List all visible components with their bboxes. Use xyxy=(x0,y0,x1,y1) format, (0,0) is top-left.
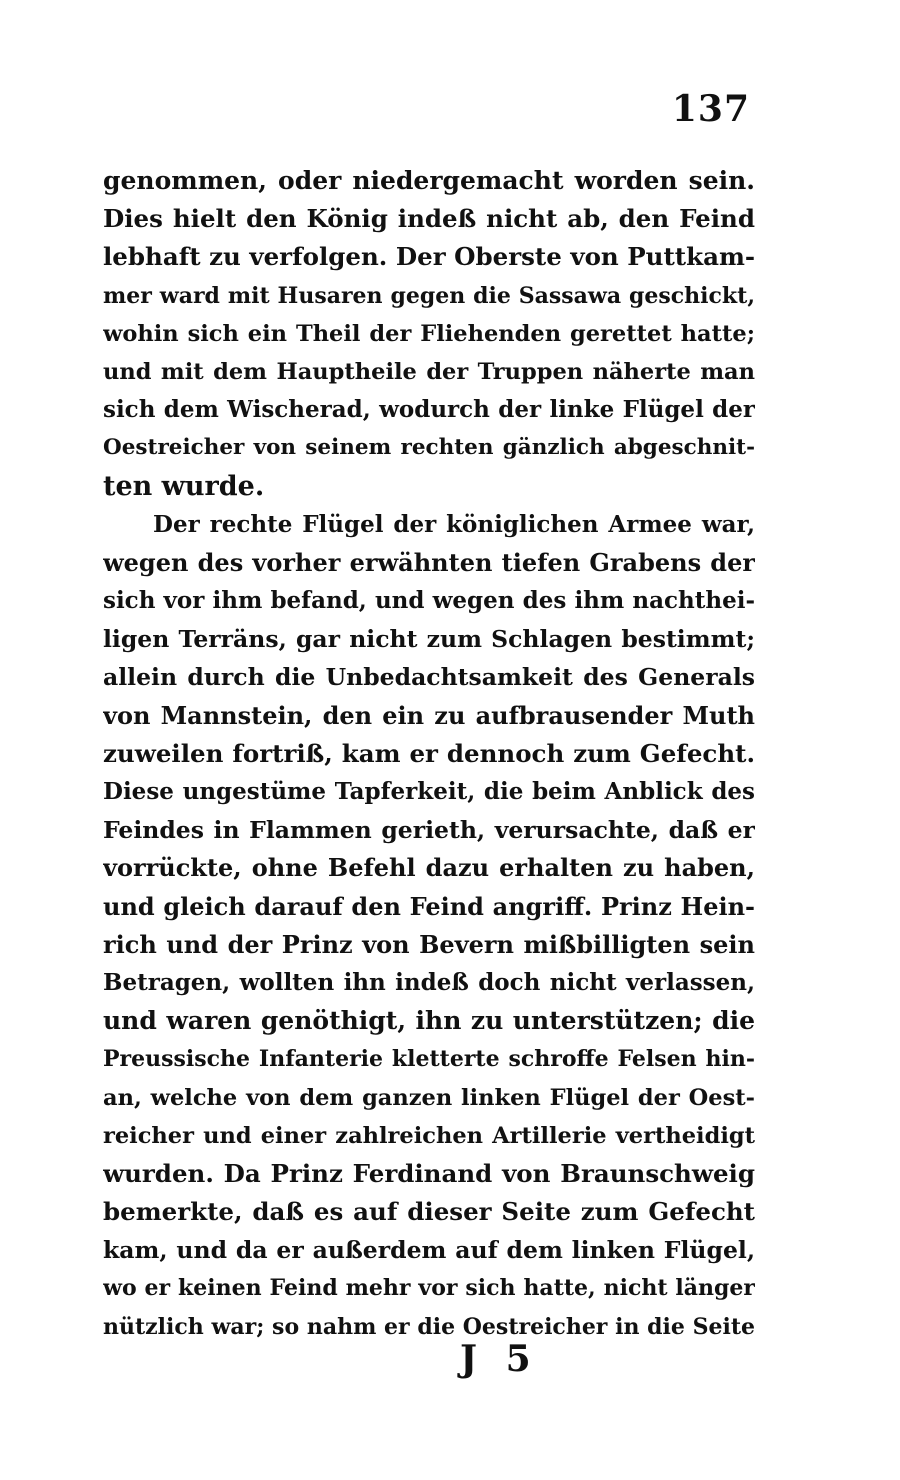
text-line: rich und der Prinz von Bevern mißbilligten sein xyxy=(103,929,755,959)
text-line: genommen, oder niedergemacht worden sein. xyxy=(103,166,755,195)
text-line: kam, und da er außerdem auf dem linken Flügel, xyxy=(103,1236,755,1265)
text-line: lebhaft zu verfolgen. Der Oberste von Puttkam- xyxy=(103,242,755,272)
text-line: Feindes in Flammen gerieth, verursachte, daß er xyxy=(103,816,755,845)
page-number: 137 xyxy=(671,88,750,130)
text-line: sich dem Wischerad, wodurch der linke Flügel der xyxy=(103,396,755,424)
text-line: allein durch die Unbedachtsamkeit des Generals xyxy=(103,663,755,692)
text-line: wohin sich ein Theil der Fliehenden gerettet hatte; xyxy=(103,320,755,347)
text-line: Betragen, wollten ihn indeß doch nicht verlassen, xyxy=(103,968,755,996)
printer-signature-mark: J 5 xyxy=(460,1338,539,1380)
text-line: reicher und einer zahlreichen Artillerie vertheidigt xyxy=(103,1122,755,1149)
text-line: und mit dem Hauptheile der Truppen näherte man xyxy=(103,358,755,385)
text-line: wo er keinen Feind mehr vor sich hatte, nicht länger xyxy=(103,1275,755,1302)
text-line: wurden. Da Prinz Ferdinand von Braunschweig xyxy=(103,1158,755,1188)
text-line: Dies hielt den König indeß nicht ab, den Feind xyxy=(103,204,755,234)
text-line: zuweilen fortriß, kam er dennoch zum Gefecht. xyxy=(103,738,755,768)
text-line: und waren genöthigt, ihn zu unterstützen; die xyxy=(103,1006,755,1036)
paragraph-1 xyxy=(103,162,755,506)
paragraph-2 xyxy=(103,506,755,1346)
text-line: ligen Terräns, gar nicht zum Schlagen bestimmt; xyxy=(103,625,755,654)
text-line: nützlich war; so nahm er die Oestreicher in die Seite xyxy=(103,1313,755,1340)
text-line: und gleich darauf den Feind angriff. Prinz Hein- xyxy=(103,891,755,921)
text-line: ten wurde. xyxy=(103,470,265,502)
text-line: Der rechte Flügel der königlichen Armee war, xyxy=(153,510,755,538)
body-text xyxy=(103,162,755,1346)
text-line: an, welche von dem ganzen linken Flügel der Oest- xyxy=(103,1084,755,1111)
text-line: mer ward mit Husaren gegen die Sassawa geschickt, xyxy=(103,282,755,309)
text-line: vorrückte, ohne Befehl dazu erhalten zu haben, xyxy=(103,853,755,883)
text-line: Oestreicher von seinem rechten gänzlich abgeschnit- xyxy=(103,435,755,461)
text-line: bemerkte, daß es auf dieser Seite zum Gefecht xyxy=(103,1197,755,1227)
text-line: Preussische Infanterie kletterte schroffe Felsen hin- xyxy=(103,1046,755,1073)
text-line: wegen des vorher erwähnten tiefen Grabens der xyxy=(103,547,755,577)
text-line: sich vor ihm befand, und wegen des ihm nachthei- xyxy=(103,587,755,615)
text-line: Diese ungestüme Tapferkeit, die beim Anblick des xyxy=(103,778,755,805)
text-line: von Mannstein, den ein zu aufbrausender Muth xyxy=(103,700,755,730)
